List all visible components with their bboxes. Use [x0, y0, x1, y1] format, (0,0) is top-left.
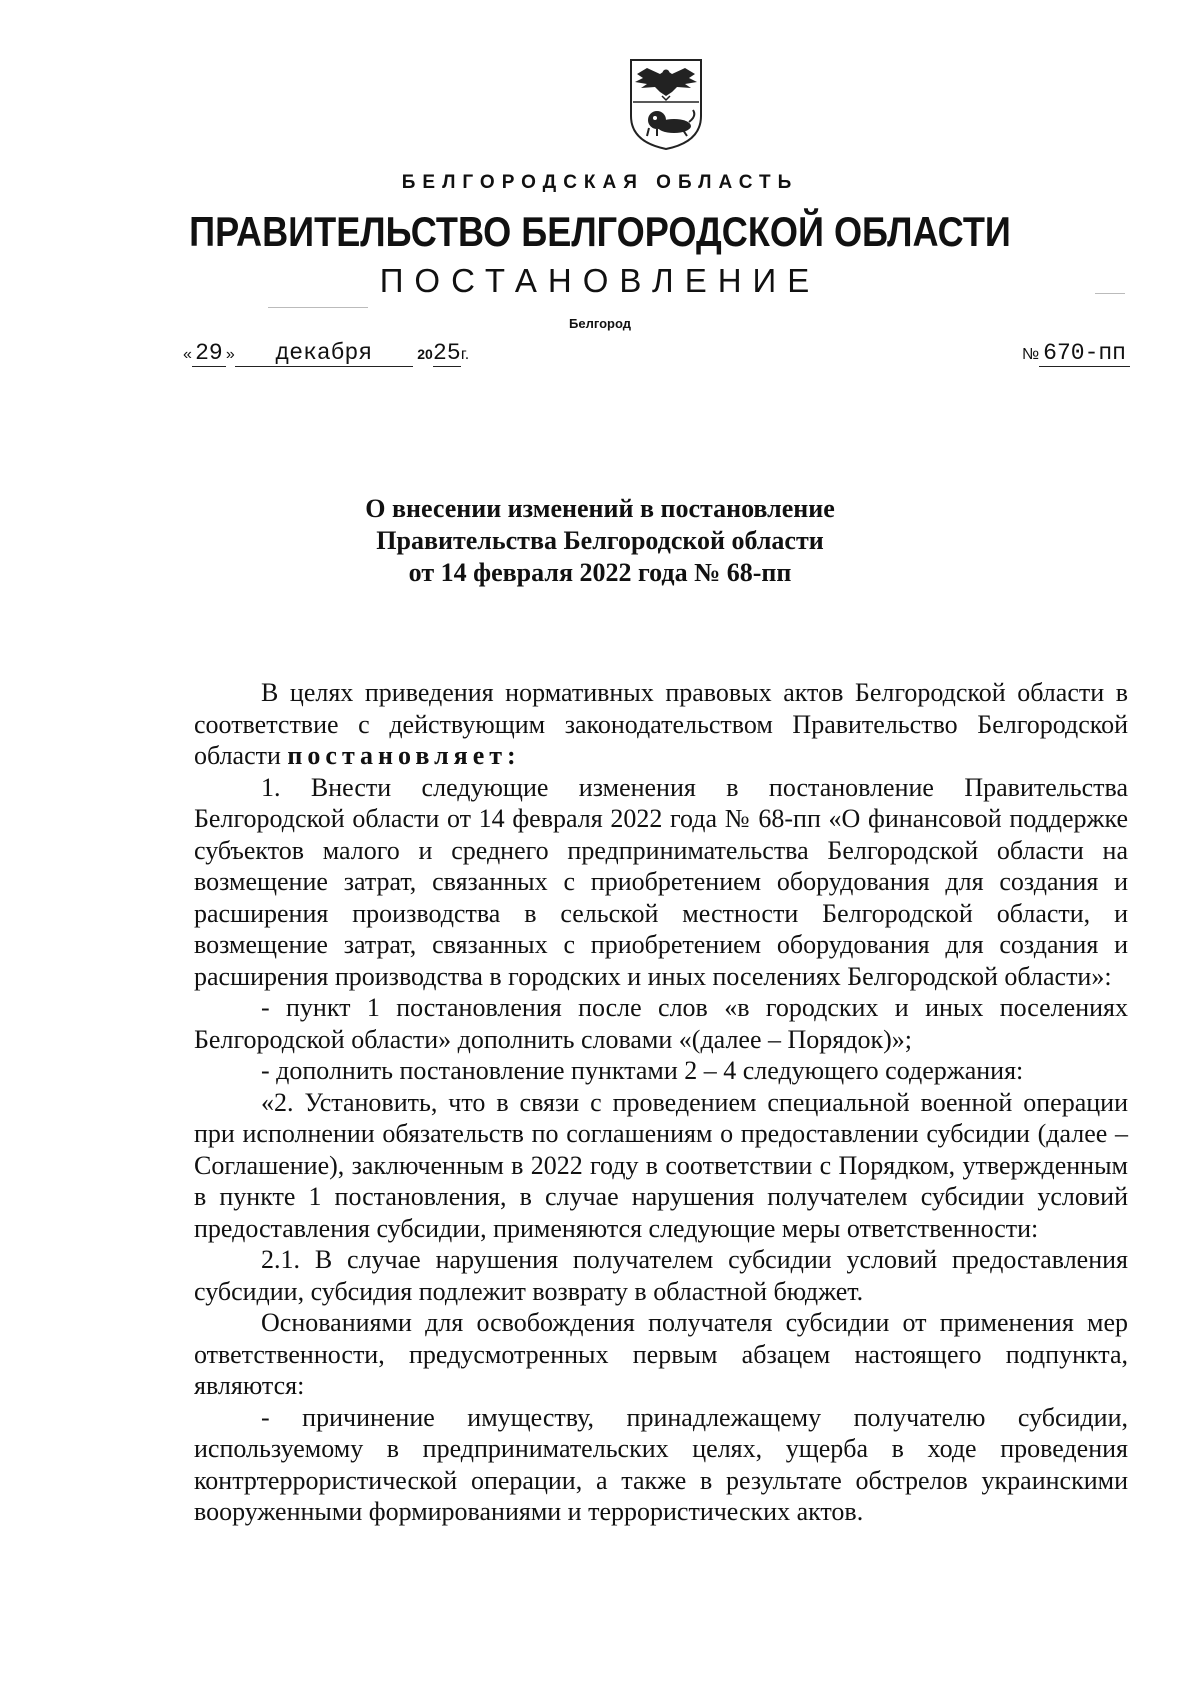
document-number — [1022, 340, 1130, 370]
divider — [1095, 293, 1125, 294]
paragraph-text: В целях приведения нормативных правовых актов Белгородской области в соответствие с действующим законодательством Правительство Белгородской области — [194, 678, 1128, 770]
date-year-suffix: г. — [460, 346, 470, 363]
date-open-quote: « — [183, 346, 192, 363]
city-name: Белгород — [569, 316, 631, 331]
paragraph: «2. Установить, что в связи с проведением специальной военной операции при исполнении обязательств по соглашениям о предоставлении субсидии (далее – Соглашение), заключенным в 2022 году в соответствии с Порядком, утвержденным в пункте 1 постановления, в случае нарушения получателем субсидии условий предоставления субсидии, применяются следующие меры ответственности: — [194, 1087, 1128, 1243]
document-body — [194, 677, 1128, 1528]
paragraph: Основаниями для освобождения получателя субсидии от применения мер ответственности, предусмотренных первым абзацем настоящего подпункта, являются: — [194, 1308, 1128, 1400]
date-century: 20 — [417, 346, 433, 362]
document-title — [0, 493, 1200, 589]
resolves-word: постановляет: — [287, 741, 521, 770]
number-value: 670-пп — [1039, 340, 1130, 367]
region-name: БЕЛГОРОДСКАЯ ОБЛАСТЬ — [401, 172, 799, 193]
number-prefix: № — [1022, 346, 1040, 363]
title-line: Правительства Белгородской области — [376, 526, 824, 555]
paragraph: - дополнить постановление пунктами 2 – 4 следующего содержания: — [261, 1056, 1024, 1085]
date-year: 25 — [433, 340, 461, 366]
government-title: ПРАВИТЕЛЬСТВО БЕЛГОРОДСКОЙ ОБЛАСТИ — [189, 208, 1011, 255]
title-line: О внесении изменений в постановление — [365, 494, 835, 523]
paragraph: 2.1. В случае нарушения получателем субсидии условий предоставления субсидии, субсидия подлежит возврату в областной бюджет. — [194, 1245, 1128, 1306]
date-close-quote: » — [225, 346, 235, 363]
title-line: от 14 февраля 2022 года № 68-пп — [408, 558, 792, 587]
paragraph: - причинение имуществу, принадлежащему получателю субсидии, используемому в предпринимательских целях, ущерба в ходе проведения контртеррористической операции, а также в результате обстрелов украинскими вооруженными формированиями и террористических актов. — [194, 1402, 1128, 1526]
date-day: 29 — [192, 340, 226, 367]
date-month: декабря — [235, 340, 413, 367]
document-type: ПОСТАНОВЛЕНИЕ — [379, 262, 821, 299]
eagle-lion-shield-icon — [627, 56, 705, 152]
paragraph — [194, 677, 1128, 772]
paragraph: - пункт 1 постановления после слов «в городских и иных поселениях Белгородской области» дополнить словами «(далее – Порядок)»; — [194, 993, 1128, 1054]
paragraph: 1. Внести следующие изменения в постановление Правительства Белгородской области от 14 февраля 2022 года № 68-пп «О финансовой поддержке субъектов малого и среднего предпринимательства Белгородской области на возмещение затрат, связанных с приобретением оборудования для создания и расширения производства в сельской местности Белгородской области, и возмещение затрат, связанных с приобретением оборудования для создания и расширения производства в городских и иных поселениях Белгородской области»: — [194, 772, 1128, 991]
document-date — [183, 340, 469, 370]
coat-of-arms-emblem — [627, 56, 705, 152]
divider — [268, 307, 368, 308]
